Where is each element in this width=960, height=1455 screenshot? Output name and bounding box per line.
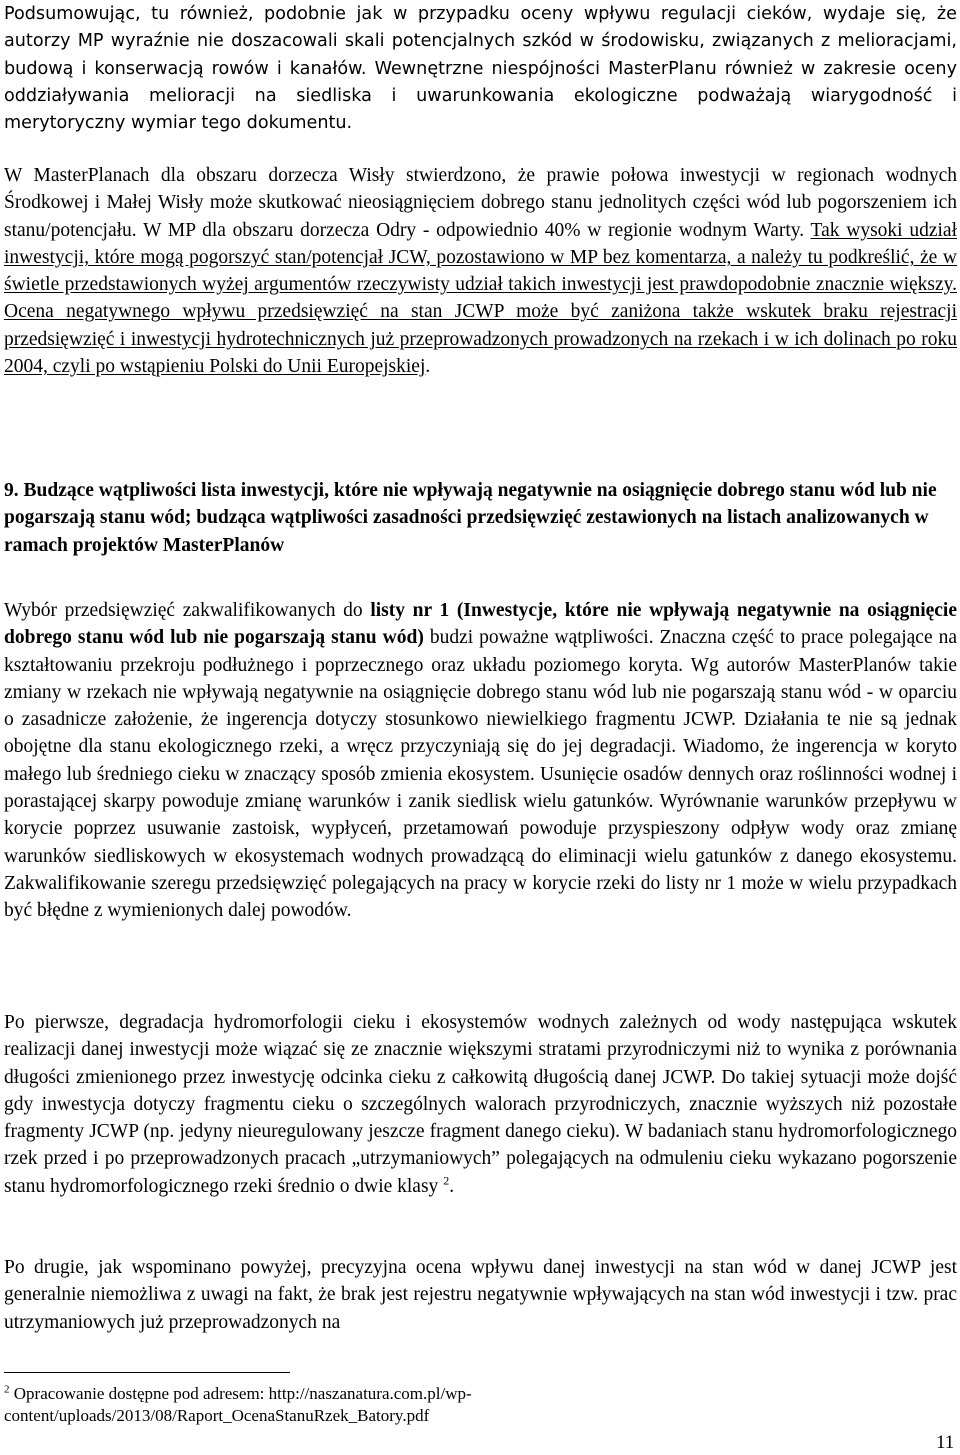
page-number: 11 <box>936 1432 955 1453</box>
paragraph-summary <box>4 1 957 137</box>
footnote-reference: 2 <box>443 1173 450 1188</box>
paragraph-masterplan-part3-underlined: Ocena negatywnego wpływu przedsięwzięć na stan JCWP może być zaniżona także wskutek braku rejestracji przedsięwzięć i inwestycji hydrotechnicznych już przeprowadzonych prowadzonych na rzekach i w ich dolinach po roku 2004, czyli po wstąpieniu Polski do Unii Europejskiej <box>4 301 957 378</box>
paragraph-list-1-bold: listy nr 1 (Inwestycje, które nie wpływają negatywnie na osiągnięcie dobrego stanu wód lub nie pogarszają stanu wód) <box>4 600 957 649</box>
footnote-text: Opracowanie dostępne pod adresem: http://naszanatura.com.pl/wp-content/uploads/2013/08/Raport_OcenaStanuRzek_Batory.pdf <box>4 1384 472 1425</box>
section-number: 9. <box>4 480 19 501</box>
section-title: Budzące wątpliwości lista inwestycji, które nie wpływają negatywnie na osiągnięcie dobrego stanu wód lub nie pogarszają stanu wód; budząca wątpliwości zasadności przedsięwzięć zestawionych na listach analizowanych w ramach projektów MasterPlanów <box>4 480 937 556</box>
footnote <box>4 1383 604 1427</box>
footnote-marker: 2 <box>4 1383 10 1396</box>
section-heading-9 <box>4 477 957 559</box>
paragraph-first-reason-end: . <box>449 1175 455 1197</box>
paragraph-second-reason <box>4 1254 957 1336</box>
paragraph-masterplan-part2-underlined: Tak wysoki udział inwestycji, które mogą pogorszyć stan/potencjał JCW, pozostawiono w MP bez komentarza, a należy tu podkreślić, że w świetle przedstawionych wyżej argumentów rzeczywisty udział takich inwestycji jest prawdopodobnie znacznie większy. <box>4 219 957 296</box>
paragraph-masterplan-investments <box>4 162 957 380</box>
paragraph-summary-part2: Wewnętrzne niespójności MasterPlanu również w zakresie oceny oddziaływania melioracji na siedliska i uwarunkowania ekologiczne podważają wiarygodność i merytoryczny wymiar tego dokumentu. <box>4 58 957 134</box>
paragraph-summary-part1: Podsumowując, tu również, podobnie jak w przypadku oceny wpływu regulacji cieków, wydaje się, że autorzy MP wyraźnie nie doszacowali skali potencjalnych szkód w środowisku, związanych z melioracjami, budową i konserwacją rowów i kanałów. <box>4 4 957 79</box>
paragraph-masterplan-end: . <box>425 356 431 378</box>
paragraph-first-reason-text: Po pierwsze, degradacja hydromorfologii cieku i ekosystemów wodnych zależnych od wody następująca wskutek realizacji danej inwestycji może wiązać się ze znacznie większymi stratami przyrodniczymi niż to wynika z porównania długości zmienionego przez inwestycję odcinka cieku z całkowitą długością danej JCWP. Do takiej sytuacji może dojść gdy inwestycja dotyczy fragmentu cieku o szczególnych walorach przyrodniczych, znacznie wyższych niż pozostałe fragmenty JCWP (np. jedyny nieuregulowany jeszcze fragment danego cieku). W badaniach stanu hydromorfologicznego rzek przed i po przeprowadzonych pracach „utrzymaniowych” polegających na odmuleniu cieku wykazano pogorszenie stanu hydromorfologicznego rzeki średnio o dwie klasy <box>4 1012 957 1197</box>
footnote-divider <box>4 1372 290 1373</box>
paragraph-list-1-lead: Wybór przedsięwzięć zakwalifikowanych do <box>4 600 363 621</box>
paragraph-masterplan-part1: W MasterPlanach dla obszaru dorzecza Wisły stwierdzono, że prawie połowa inwestycji w regionach wodnych Środkowej i Małej Wisły może skutkować nieosiągnięciem dobrego stanu jednolitych części wód lub pogorszeniem ich stanu/potencjału. W MP dla obszaru dorzecza Odry - odpowiednio 40% w regionie wodnym Warty. <box>4 165 957 241</box>
paragraph-list-1 <box>4 597 957 925</box>
paragraph-first-reason <box>4 1009 957 1200</box>
paragraph-second-reason-text: Po drugie, jak wspominano powyżej, precyzyjna ocena wpływu danej inwestycji na stan wód w danej JCWP jest generalnie niemożliwa z uwagi na fakt, że brak jest rejestru negatywnie wpływających na stan wód inwestycji i tzw. prac utrzymaniowych już przeprowadzonych na <box>4 1257 957 1333</box>
paragraph-list-1-rest: budzi poważne wątpliwości. Znaczna część to prace polegające na kształtowaniu przekroju podłużnego i poprzecznego oraz układu poziomego koryta. Wg autorów MasterPlanów takie zmiany w rzekach nie wpływają negatywnie na osiągnięcie dobrego stanu wód lub nie pogarszają stanu wód - w oparciu o zasadnicze założenie, że ingerencja dotyczy stosunkowo niewielkiego fragmentu JCWP. Działania te nie są jednak obojętne dla stanu ekologicznego rzeki, a wręcz przyczyniają się do jej degradacji. Wiadomo, że ingerencja w koryto małego lub średniego cieku w znaczący sposób zmienia ekosystem. Usunięcie osadów dennych oraz roślinności wodnej i porastającej skarpy powoduje zmianę warunków i zanik siedlisk wielu gatunków. Wyrównanie warunków przepływu w korycie poprzez usuwanie zastoisk, wypłyceń, przetamowań powoduje przyspieszony odpływ wody oraz zmianę warunków siedliskowych w ekosystemach wodnych prowadzącą do eliminacji wielu gatunków z danego ekosystemu. Zakwalifikowanie szeregu przedsięwzięć polegających na pracy w korycie rzeki do listy nr 1 może w wielu przypadkach być błędne z wymienionych dalej powodów. <box>4 627 958 922</box>
